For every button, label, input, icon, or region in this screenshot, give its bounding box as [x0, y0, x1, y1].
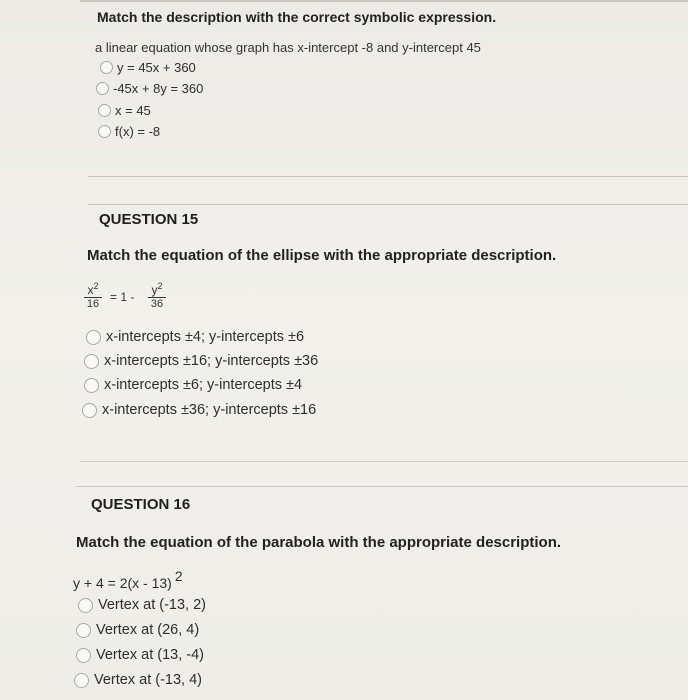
- divider: [88, 176, 688, 177]
- q14-prompt: a linear equation whose graph has x-intercept -8 and y-intercept 45: [95, 40, 481, 55]
- divider: [88, 204, 688, 205]
- radio-button[interactable]: [84, 378, 99, 393]
- option-label: x-intercepts ±16; y-intercepts ±36: [104, 353, 319, 369]
- eq-den-2: 36: [150, 298, 164, 310]
- option-label: f(x) = -8: [115, 124, 161, 139]
- radio-button[interactable]: [98, 125, 111, 138]
- q14-option-2[interactable]: [96, 81, 203, 96]
- q15-number: QUESTION 15: [99, 211, 199, 228]
- parabola-equation: [73, 568, 183, 591]
- eq-y-exp: 2: [157, 281, 163, 291]
- eq-text: y + 4 = 2(x - 13): [73, 575, 172, 591]
- option-label: Vertex at (-13, 2): [98, 597, 206, 613]
- q15-option-2[interactable]: [84, 353, 318, 369]
- eq-y: y: [151, 283, 158, 297]
- q16-option-3[interactable]: [76, 647, 204, 663]
- option-label: Vertex at (-13, 4): [94, 672, 202, 688]
- eq-x: x: [87, 283, 94, 297]
- option-label: Vertex at (13, -4): [96, 647, 204, 663]
- radio-button[interactable]: [76, 648, 91, 663]
- top-divider: [80, 0, 688, 2]
- eq-x-exp: 2: [93, 281, 99, 291]
- option-label: Vertex at (26, 4): [96, 622, 200, 638]
- q16-title: Match the equation of the parabola with the appropriate description.: [76, 534, 562, 551]
- radio-button[interactable]: [84, 354, 99, 369]
- radio-button[interactable]: [74, 673, 89, 688]
- q14-option-4[interactable]: [98, 124, 160, 139]
- radio-button[interactable]: [76, 623, 91, 638]
- eq-middle: = 1 -: [110, 290, 135, 304]
- q15-option-3[interactable]: [84, 377, 302, 393]
- q16-number: QUESTION 16: [91, 496, 191, 513]
- radio-button[interactable]: [86, 330, 101, 345]
- q15-option-4[interactable]: [82, 402, 316, 418]
- divider: [76, 486, 688, 487]
- eq-den-1: 16: [86, 298, 100, 310]
- q15-title: Match the equation of the ellipse with the appropriate description.: [87, 247, 557, 264]
- option-label: -45x + 8y = 360: [113, 81, 204, 96]
- option-label: x-intercepts ±6; y-intercepts ±4: [104, 377, 303, 393]
- ellipse-equation: [84, 280, 194, 320]
- radio-button[interactable]: [78, 598, 93, 613]
- q16-option-4[interactable]: [74, 672, 202, 688]
- option-label: x-intercepts ±36; y-intercepts ±16: [102, 402, 317, 418]
- radio-button[interactable]: [82, 403, 97, 418]
- divider: [80, 461, 688, 462]
- radio-button[interactable]: [96, 82, 109, 95]
- eq-exp: 2: [174, 568, 183, 584]
- radio-button[interactable]: [98, 104, 111, 117]
- option-label: y = 45x + 360: [117, 60, 196, 75]
- radio-button[interactable]: [100, 61, 113, 74]
- option-label: x-intercepts ±4; y-intercepts ±6: [106, 329, 305, 345]
- q14-option-1[interactable]: [100, 60, 196, 75]
- q16-option-2[interactable]: [76, 622, 199, 638]
- option-label: x = 45: [115, 103, 151, 118]
- q16-option-1[interactable]: [78, 597, 206, 613]
- q14-title: Match the description with the correct symbolic expression.: [97, 9, 497, 25]
- q15-option-1[interactable]: [86, 329, 304, 345]
- q14-option-3[interactable]: [98, 103, 151, 118]
